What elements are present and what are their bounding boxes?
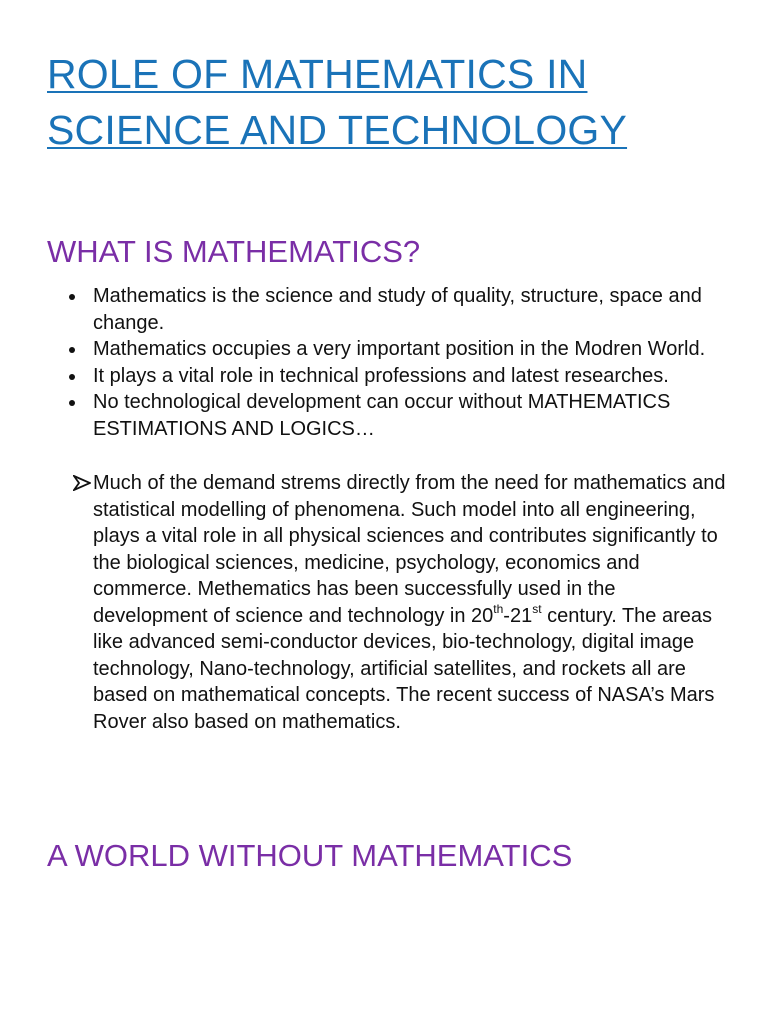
arrowhead-bullet-icon bbox=[73, 475, 91, 491]
list-item-text: No technological development can occur without MATHEMATICS ESTIMATIONS AND LOGICS… bbox=[93, 391, 671, 440]
list-item bbox=[47, 283, 728, 336]
bullet-dot-icon bbox=[69, 294, 75, 300]
list-item-text: Mathematics is the science and study of quality, structure, space and change. bbox=[93, 285, 702, 334]
bullet-list bbox=[47, 283, 728, 442]
list-item-text: It plays a vital role in technical professions and latest researches. bbox=[93, 364, 669, 387]
list-item bbox=[47, 336, 728, 363]
list-item bbox=[47, 389, 728, 442]
paragraph-text-part1: Much of the demand strems directly from the need for mathematics and statistical modelling of phenomena. Such model into all engineering, plays a vital role in all physical sciences and contributes significantly to the biological sciences, medicine, psychology, economics and commerce. Methematics has been successfully used in the development of science and technology in 20 bbox=[93, 472, 726, 627]
title-line-1: ROLE OF MATHEMATICS IN bbox=[47, 51, 588, 97]
paragraph-text-part3: century. The areas like advanced semi-conductor devices, bio-technology, digital image technology, Nano-technology, artificial satellites, and rockets all are based on mathematical concepts. The recent success of NASA’s Mars Rover also based on mathematics. bbox=[93, 604, 715, 733]
section-heading-what-is-mathematics: WHAT IS MATHEMATICS? bbox=[47, 234, 421, 269]
bullet-dot-icon bbox=[69, 347, 75, 353]
bullet-dot-icon bbox=[69, 374, 75, 380]
superscript-th: th bbox=[493, 601, 504, 616]
title-line-2: SCIENCE AND TECHNOLOGY bbox=[47, 107, 628, 153]
arrow-paragraph bbox=[47, 470, 728, 735]
superscript-st: st bbox=[532, 601, 542, 616]
list-item-text: Mathematics occupies a very important position in the Modren World. bbox=[93, 338, 706, 360]
bullet-dot-icon bbox=[69, 400, 75, 406]
paragraph-text-part2: -21 bbox=[503, 604, 533, 627]
page-title bbox=[47, 0, 728, 158]
list-item bbox=[47, 363, 728, 390]
section-heading-world-without-mathematics: A WORLD WITHOUT MATHEMATICS bbox=[47, 838, 573, 873]
